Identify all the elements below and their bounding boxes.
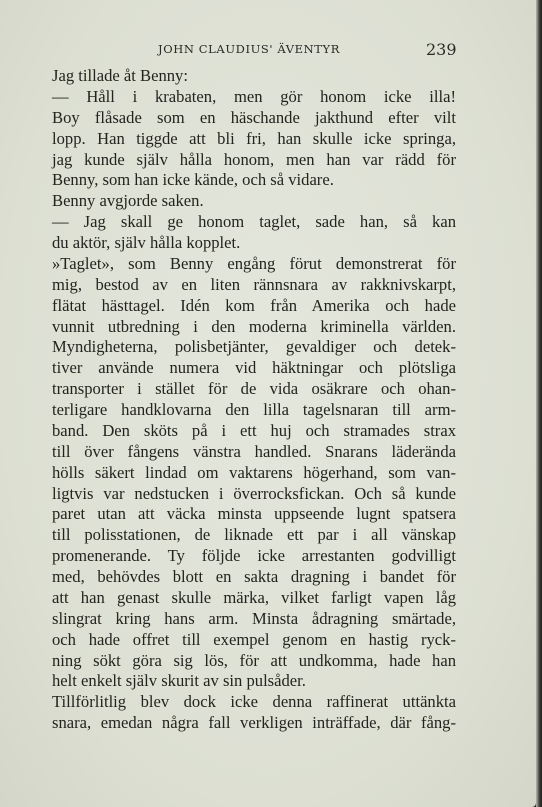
text-line: »Taglet», som Benny engång förut demonstrerat för — [52, 253, 456, 273]
text-line: med, behövdes blott en sakta dragning i bandet för — [52, 567, 456, 586]
text-line: snara, emedan några fall verkligen inträffade, där fång- — [52, 713, 456, 733]
text-line: Benny, som han icke kände, och så vidare. — [52, 170, 334, 190]
text-line: transporter i stället för de vida osäkrare och ohan- — [52, 379, 456, 399]
text-line: flätat hästtagel. Idén kom från Amerika och hade — [52, 295, 456, 315]
text-line: Myndigheterna, polisbetjänter, gevaldiger och detek- — [52, 337, 456, 357]
text-line: band. Den sköts på i ett huj och stramades strax — [52, 420, 456, 440]
text-line: tiver använde numera vid häktningar och plötsliga — [52, 358, 456, 378]
page-edge-shadow — [536, 0, 542, 807]
text-line: jag kunde själv hålla honom, men han var rädd för — [52, 149, 456, 169]
text-line: Jag tillade åt Benny: — [52, 66, 188, 85]
running-title: JOHN CLAUDIUS' ÄVENTYR — [158, 42, 340, 56]
text-line: slingrat kring hans arm. Minsta ådragning smärtade, — [52, 608, 456, 628]
running-head — [0, 42, 536, 62]
text-line: att han genast skulle märka, vilket farligt vapen låg — [52, 587, 456, 607]
text-line: ligtvis var nedstucken i överrocksfickan. Och så kunde — [52, 483, 456, 503]
page-number: 239 — [426, 40, 457, 59]
text-line: ning sökt göra sig lös, för att undkomma, hade han — [52, 650, 456, 670]
body-text — [52, 66, 456, 734]
text-line: och hade offret till exempel genom en hastig ryck- — [52, 629, 456, 649]
text-line: du aktör, själv hålla kopplet. — [52, 233, 241, 252]
text-line: Benny avgjorde saken. — [52, 191, 204, 211]
text-line: till polisstationen, de liknade ett par i all vänskap — [52, 525, 456, 545]
text-line: helt enkelt själv skurit av sin pulsåder. — [52, 671, 306, 691]
text-line: lopp. Han tiggde att bli fri, han skulle icke springa, — [52, 128, 456, 148]
text-line: terligare handklovarna den lilla tagelsnaran till arm- — [52, 400, 456, 419]
text-line: mig, bestod av en liten rännsnara av rakknivskarpt, — [52, 274, 456, 294]
text-line: — Håll i krabaten, men gör honom icke illa! — [52, 86, 456, 106]
text-line: vunnit utbredning i den moderna kriminella världen. — [52, 316, 456, 336]
text-line: Tillförlitlig blev dock icke denna raffinerat uttänkta — [52, 692, 456, 712]
text-line: promenerande. Ty följde icke arrestanten godvilligt — [52, 546, 456, 566]
text-line: Boy flåsade som en häschande jakthund efter vilt — [52, 107, 456, 127]
text-line: till över fångens vänstra handled. Snarans läderända — [52, 441, 456, 461]
text-line: hölls säkert lindad om vaktarens högerhand, som van- — [52, 462, 456, 482]
text-line: paret utan att väcka minsta uppseende lugnt spatsera — [52, 504, 456, 524]
text-line: — Jag skall ge honom taglet, sade han, så kan — [52, 212, 456, 232]
